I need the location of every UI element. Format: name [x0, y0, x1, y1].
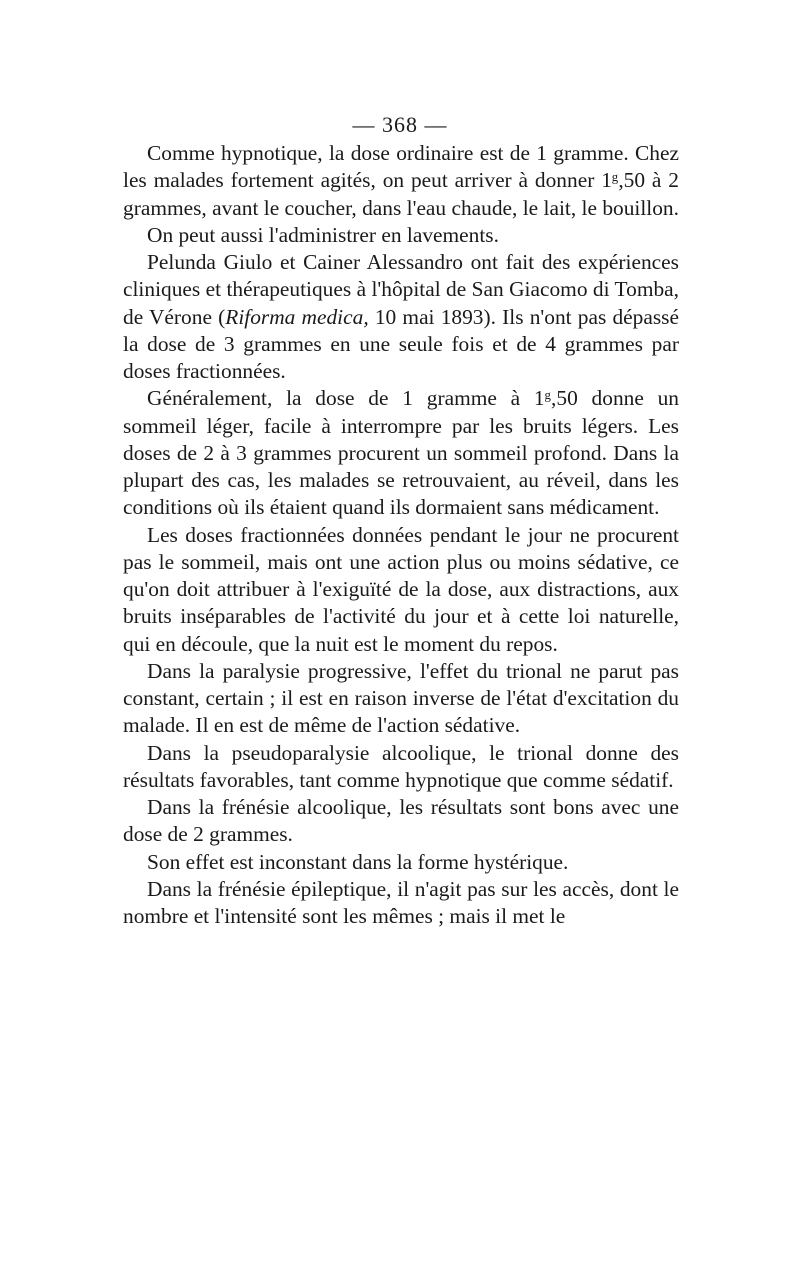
paragraph-experiences-after: 10 mai 1893). Ils n'ont pas dépassé la dose de 3 grammes en une seule fois et de 4 grammes par doses fractionnées. [123, 304, 679, 383]
paragraph-experiences [123, 249, 679, 385]
paragraph-lavements: On peut aussi l'administrer en lavements. [147, 222, 499, 247]
paragraph-experiences-before: Pelunda Giulo et Cainer Alessandro ont fait des expériences cliniques et thérapeutiques à l'hôpital de San Giacomo di Tomba, de Vérone ( [123, 250, 679, 329]
paragraph-paralysie-progressive: Dans la paralysie progressive, l'effet du trional ne parut pas constant, certain ; il est en raison inverse de l'état d'excitation du malade. Il en est de même de l'action sédative. [123, 658, 679, 738]
paragraph-doses-fractionnees: Les doses fractionnées données pendant le jour ne procurent pas le sommeil, mais ont une action plus ou moins sédative, ce qu'on doit attribuer à l'exiguïté de la dose, aux distractions, aux bruits inséparables de l'activité du jour et à cette loi naturelle, qui en découle, que la nuit est le moment du repos. [123, 522, 679, 656]
paragraph-dose-hypnotique: Comme hypnotique, la dose ordinaire est de 1 gramme. Chez les malades fortement agités, on peut arriver à donner 1ᵍ,50 à 2 grammes, avant le coucher, dans l'eau chaude, le lait, le bouillon. [123, 141, 679, 220]
paragraph-frenesie-epileptique: Dans la frénésie épileptique, il n'agit pas sur les accès, dont le nombre et l'intensité sont les mêmes ; mais il met le [123, 876, 679, 928]
page-number: — 368 — [352, 112, 448, 137]
paragraph-forme-hysterique: Son effet est inconstant dans la forme hystérique. [147, 849, 569, 874]
paragraph-sommeil-leger: Généralement, la dose de 1 gramme à 1ᵍ,50 donne un sommeil léger, facile à interrompre par les bruits légers. Les doses de 2 à 3 grammes procurent un sommeil profond. Dans la plupart des cas, les malades se retrouvaient, au réveil, dans les conditions où ils étaient quand ils dormaient sans médicament. [123, 386, 679, 520]
paragraph-pseudoparalysie: Dans la pseudoparalysie alcoolique, le trional donne des résultats favorables, tant comme hypnotique que comme sédatif. [123, 740, 679, 792]
paragraph-frenesie-alcoolique: Dans la frénésie alcoolique, les résultats sont bons avec une dose de 2 grammes. [123, 795, 679, 847]
citation-riforma-medica: Riforma medica, [225, 304, 369, 329]
body-text [123, 140, 679, 930]
